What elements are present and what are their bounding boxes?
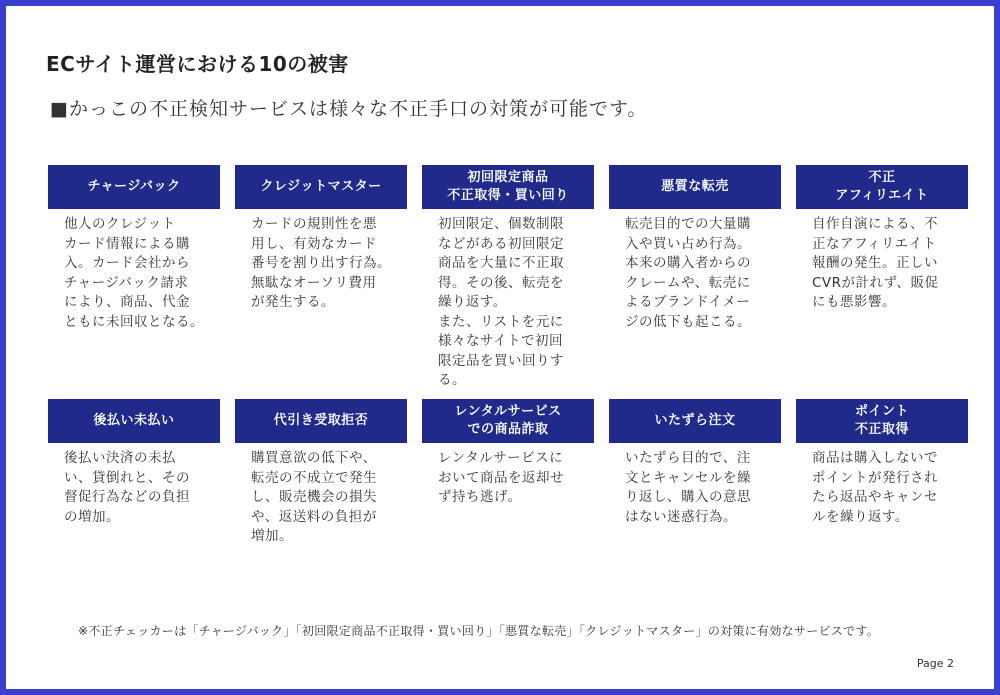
- footnote: ※不正チェッカーは「チャージバック」「初回限定商品不正取得・買い回り」「悪質な転売」「クレジットマスター」の対策に有効なサービスです。: [78, 624, 880, 638]
- card-heading: 悪質な転売: [609, 165, 781, 209]
- card-heading: レンタルサービス での商品詐取: [422, 399, 594, 443]
- card-description: 他人のクレジット カード情報による購 入。カード会社から チャージバック請求 により、商品、代金 ともに未回収となる。: [64, 216, 204, 330]
- card-rental-fraud: [422, 399, 594, 508]
- card-heading: いたずら注文: [609, 399, 781, 443]
- card-heading: ポイント 不正取得: [796, 399, 968, 443]
- card-heading: チャージバック: [48, 165, 220, 209]
- card-cod-refusal: [235, 399, 407, 547]
- card-description: カードの規則性を悪 用し、有効なカード 番号を割り出す行為。 無駄なオーソリ費用 が発生する。: [251, 216, 391, 310]
- card-description: 商品は購入しないで ポイントが発行され たら返品やキャンセ ルを繰り返す。: [812, 450, 938, 525]
- card-first-limited-fraud: [422, 165, 594, 391]
- card-description: 後払い決済の未払 い、貸倒れと、その 督促行為などの負担 の増加。: [64, 450, 190, 525]
- card-credit-master: [235, 165, 407, 313]
- page-number: Page 2: [916, 657, 954, 670]
- card-description: 転売目的での大量購 入や買い占め行為。 本来の購入者からの クレームや、転売に よるブランドイメー ジの低下も起こる。: [625, 216, 751, 330]
- card-point-fraud: [796, 399, 968, 527]
- card-heading: 後払い未払い: [48, 399, 220, 443]
- card-heading: 不正 アフィリエイト: [796, 165, 968, 209]
- card-chargeback: [48, 165, 220, 332]
- card-description: 初回限定、個数制限 などがある初回限定 商品を大量に不正取 得。その後、転売を 繰り返す。 また、リストを元に 様々なサイトで初回 限定品を買い回りす る。: [438, 216, 564, 388]
- slide-subtitle: ■かっこの不正検知サービスは様々な不正手口の対策が可能です。: [50, 98, 648, 120]
- card-heading: 初回限定商品 不正取得・買い回り: [422, 165, 594, 209]
- card-deferred-nonpayment: [48, 399, 220, 527]
- card-affiliate-fraud: [796, 165, 968, 313]
- card-description: 購買意欲の低下や、 転売の不成立で発生 し、販売機会の損失 や、返送料の負担が 増加。: [251, 450, 377, 544]
- card-description: いたずら目的で、注 文とキャンセルを繰 り返し、購入の意思 はない迷惑行為。: [625, 450, 751, 525]
- card-prank-order: [609, 399, 781, 527]
- card-description: 自作自演による、不 正なアフィリエイト 報酬の発生。正しい CVRが計れず、販促 にも悪影響。: [812, 216, 939, 310]
- card-description: レンタルサービスに おいて商品を返却せ ず持ち逃げ。: [438, 450, 564, 505]
- card-heading: クレジットマスター: [235, 165, 407, 209]
- card-malicious-resale: [609, 165, 781, 332]
- slide-title: ECサイト運営における10の被害: [46, 52, 349, 76]
- card-heading: 代引き受取拒否: [235, 399, 407, 443]
